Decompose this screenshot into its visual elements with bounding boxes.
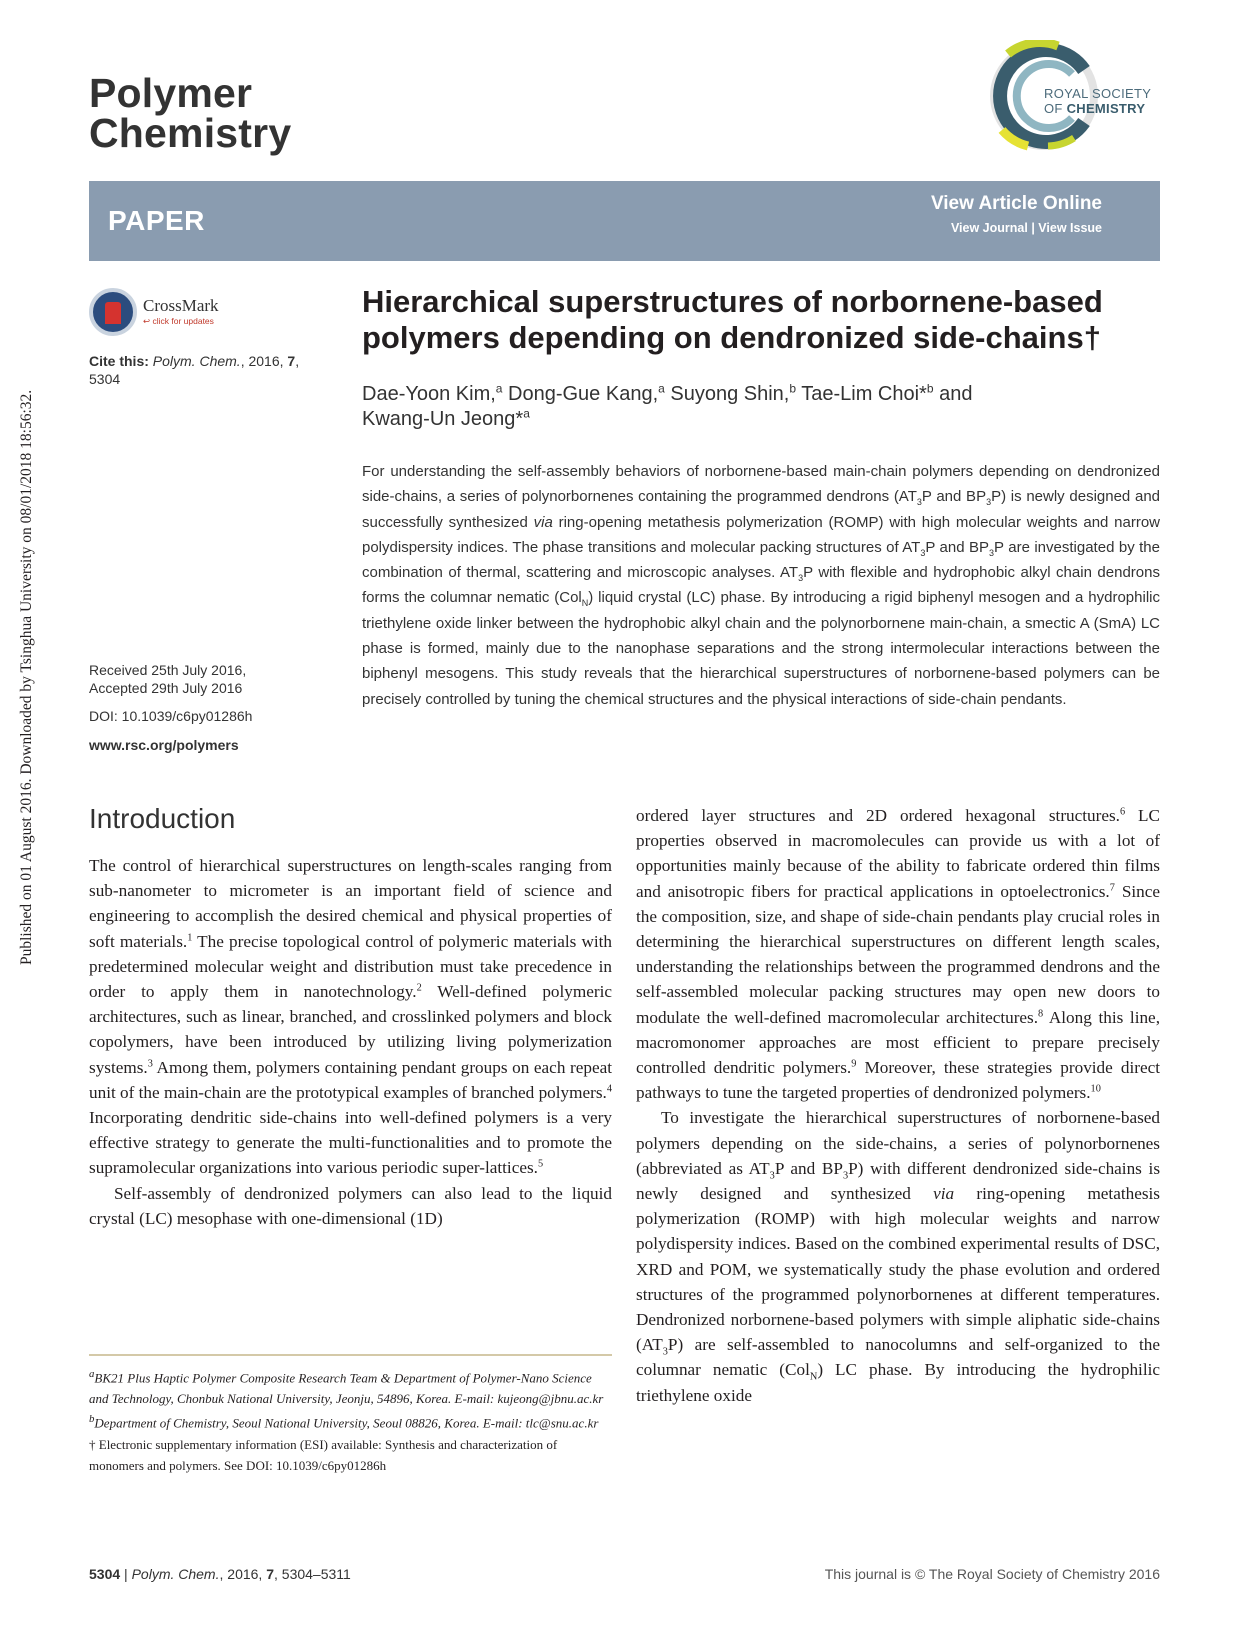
footnote-a: $^a$BK21 Plus Haptic Polymer Composite Research Team & Department of Polymer-Nano Science and Technology, Chonbuk National University, Jeonju, 54896, Korea. E-mail: kujeong@jbnu.ac.kr xyxy=(89,1368,604,1407)
cite-journal: Polym. Chem. xyxy=(152,353,241,369)
view-journal-link[interactable]: View Journal xyxy=(950,221,1028,235)
crossmark-icon xyxy=(89,288,137,336)
body-left-column xyxy=(89,853,612,1231)
copyright-notice: This journal is © The Royal Society of Chemistry 2016 xyxy=(824,1566,1160,1582)
footnote-b: $^b$Department of Chemistry, Seoul National University, Seoul 08826, Korea. E-mail: tlc@snu.ac.kr xyxy=(89,1413,599,1431)
journal-title xyxy=(89,70,292,156)
article-title: Hierarchical superstructures of norbornene-based polymers depending on dendronized side-chains† xyxy=(362,284,1103,355)
citation: Cite this: Polym. Chem., 2016, 7, 5304 xyxy=(89,353,300,387)
footnotes xyxy=(89,1364,612,1476)
page-footer-citation: 5304 | Polym. Chem., 2016, 7, 5304–5311 xyxy=(89,1566,351,1582)
accepted-date: Accepted 29th July 2016 xyxy=(89,680,243,696)
paragraph: ordered layer structures and 2D ordered hexagonal structures.$^6$ LC properties observed in macromolecules can provide us with a lot of opportunities mainly because of the ability to fabricate ordered thin films and anisotropic fibers for practical applications in optoelectronics.$^7$ Since the composition, size, and shape of side-chain pendants play crucial roles in determining the hierarchical superstructures on different length scales, understanding the relationships between the programmed dendrons and the self-assembled molecular packing structures may open new doors to modulate the well-defined macromolecular architectures.$^8$ Along this line, macromonomer approaches are most efficient to prepare precisely controlled dendritic polymers.$^9$ Moreover, these strategies provide direct pathways to tune the targeted properties of dendronized polymers.$^{10}$ xyxy=(636,806,1161,1103)
crossmark-button[interactable] xyxy=(89,288,239,338)
cite-prefix: Cite this: xyxy=(89,353,149,369)
body-right-column xyxy=(636,803,1160,1408)
crossmark-label: CrossMark xyxy=(143,296,219,315)
footnote-divider xyxy=(89,1354,612,1356)
article-banner xyxy=(89,181,1160,261)
rsc-logo-line1: ROYAL SOCIETY xyxy=(1044,86,1152,101)
crossmark-sub: ↩ click for updates xyxy=(143,316,214,326)
footnote-esi: † Electronic supplementary information (ESI) available: Synthesis and characterization of monomers and polymers. See DOI: 10.1039/c6py01286h xyxy=(89,1436,558,1473)
journal-title-line1: Polymer xyxy=(89,70,253,116)
journal-title-line2: Chemistry xyxy=(89,110,292,156)
rsc-logo-line2: CHEMISTRY xyxy=(1066,101,1146,116)
paragraph: To investigate the hierarchical superstructures of norbornene-based polymers depending on the side-chains, a series of polynorbornenes (abbreviated as $AT_3P$ and $BP_3P$) with different dendronized side-chains is newly designed and synthesized via ring-opening metathesis polymerization (ROMP) with high molecular weights and narrow polydispersity indices. Based on the combined experimental results of DSC, XRD and POM, we systematically study the phase evolution and ordered structures of the programmed polynorbornenes at different temperatures. Dendronized norbornene-based polymers with simple aliphatic side-chains $(AT_3P)$ are self-assembled to nanocolumns and self-organized to the columnar nematic (Col$_N$) LC phase. By introducing the hydrophilic triethylene oxide xyxy=(636,1108,1161,1405)
doi[interactable]: DOI: 10.1039/c6py01286h xyxy=(89,708,253,724)
abstract: For understanding the self-assembly behaviors of norbornene-based main-chain polymers depending on dendronized side-chains, a series of polynorbornenes containing the programmed dendrons ($AT_3P$ and $BP_3P$) is newly designed and successfully synthesized via ring-opening metathesis polymerization (ROMP) with high molecular weights and narrow polydispersity indices. The phase transitions and molecular packing structures of $AT_3P$ and $BP_3P$ are investigated by the combination of thermal, scattering and microscopic analyses. $AT_3P$ with flexible and hydrophobic alkyl chain dendrons forms the columnar nematic (Col$_N$) liquid crystal (LC) phase. By introducing a rigid biphenyl mesogen and a hydrophilic triethylene oxide linker between the hydrophobic alkyl chain and the polynorbornene main-chain, a smectic A (SmA) LC phase is formed, mainly due to the nanophase separations and the strong intermolecular interactions between the biphenyl mesogens. This study reveals that the hierarchical superstructures of norbornene-based polymers can be precisely controlled by tuning the chemical structures and the physical interactions of side-chain pendants. xyxy=(362,463,1161,708)
view-article-online-link[interactable]: View Article Online xyxy=(930,193,1102,214)
publication-stamp: Published on 01 August 2016. Downloaded by Tsinghua University on 08/01/2018 18:56:32. xyxy=(18,389,35,965)
section-heading: Introduction xyxy=(89,803,236,834)
view-issue-link[interactable]: View Issue xyxy=(1038,221,1102,235)
website-link[interactable]: www.rsc.org/polymers xyxy=(89,737,239,753)
received-date: Received 25th July 2016, xyxy=(89,662,247,678)
paragraph: Self-assembly of dendronized polymers can also lead to the liquid crystal (LC) mesophase with one-dimensional (1D) xyxy=(89,1183,612,1228)
section-label: PAPER xyxy=(108,205,205,236)
paragraph: The control of hierarchical superstructures on length-scales ranging from sub-nanometer to micrometer is an important field of science and engineering to accomplish the desired chemical and physical properties of soft materials.$^1$ The precise topological control of polymeric materials with predetermined molecular weight and distribution must take precedence in order to apply them in nanotechnology.$^2$ Well-defined polymeric architectures, such as linear, branched, and crosslinked polymers and block copolymers, have been introduced by utilizing living polymerization systems.$^3$ Among them, polymers containing pendant groups on each repeat unit of the main-chain are the prototypical examples of branched polymers.$^4$ Incorporating dendritic side-chains into well-defined polymers is a very effective strategy to generate the multi-functionalities and to promote the supramolecular organizations into various periodic super-lattices.$^5$ xyxy=(89,856,613,1178)
rsc-logo-line2-prefix: OF xyxy=(1044,101,1063,116)
link-separator: | xyxy=(1031,221,1035,235)
rsc-logo[interactable] xyxy=(988,40,1156,152)
banner-sub-links xyxy=(951,221,1102,235)
author-list: Dae-Yoon Kim,$^a$ Dong-Gue Kang,$^a$ Suyong Shin,$^b$ Tae-Lim Choi*$^b$ and Kwang-Un Jeong*$^a$ xyxy=(362,381,973,430)
